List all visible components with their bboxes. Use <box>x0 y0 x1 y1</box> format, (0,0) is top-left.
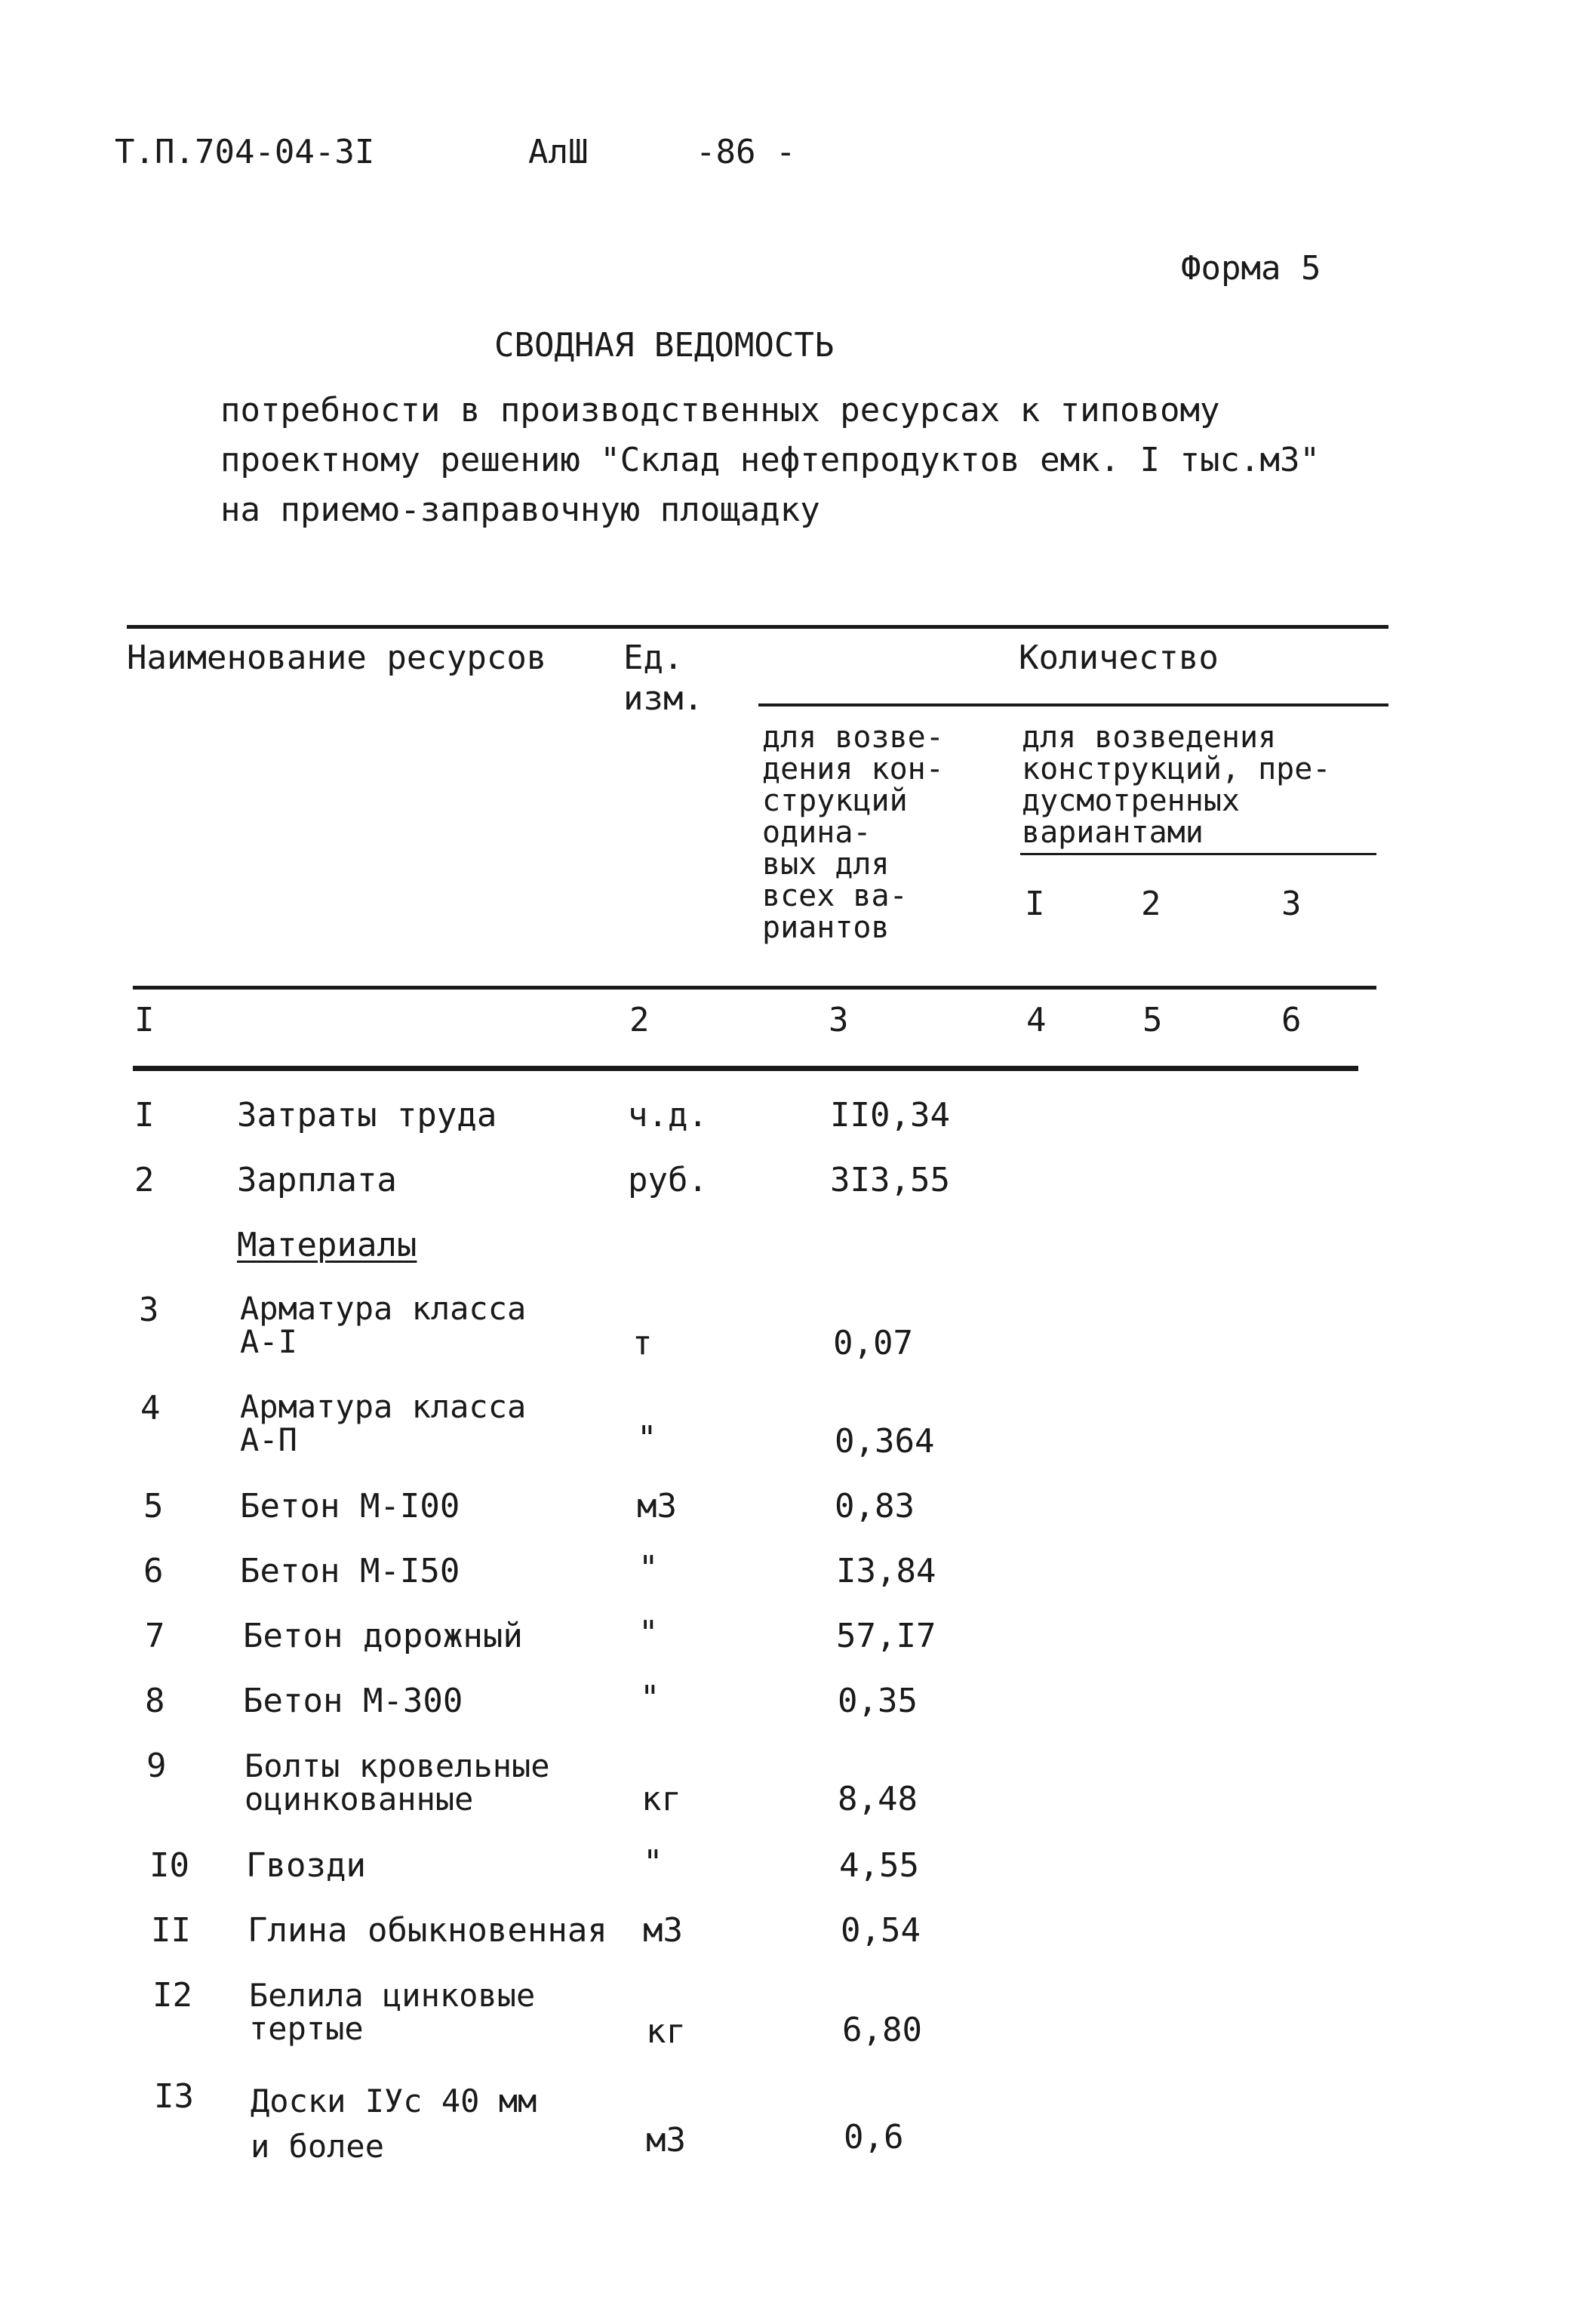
resource-name: Болты кровельные оцинкованные <box>244 1747 550 1818</box>
unit: " <box>638 1614 659 1652</box>
unit: ч.д. <box>628 1096 708 1134</box>
quantity: 0,6 <box>844 2118 904 2156</box>
quantity: 0,364 <box>835 1422 935 1461</box>
resource-name: Арматура класса А-I <box>240 1290 527 1360</box>
header-bottom-rule <box>133 986 1376 990</box>
quantity: I3,84 <box>836 1552 936 1590</box>
resource-name: Бетон М-I50 <box>240 1552 460 1590</box>
column-header-unit-2: изм. <box>623 679 703 718</box>
column-number-1: I <box>134 1001 155 1039</box>
quantity: 4,55 <box>839 1846 919 1885</box>
resource-name: Глина обыкновенная <box>248 1911 607 1950</box>
row-number: II <box>151 1911 191 1950</box>
row-number: 8 <box>145 1682 165 1720</box>
row-number: 6 <box>143 1552 164 1590</box>
row-number: 5 <box>143 1487 164 1525</box>
title-line-2: проектному решению "Склад нефтепродуктов емк. I тыс.м3" <box>220 441 1320 479</box>
title-line-1: потребности в производственных ресурсах к типовому <box>220 391 1220 429</box>
unit: м3 <box>637 1487 677 1525</box>
column-number-5: 5 <box>1142 1001 1163 1039</box>
page-number: -86 - <box>696 133 796 171</box>
row-number: I0 <box>149 1846 189 1885</box>
row-number: 2 <box>134 1161 155 1199</box>
column-header-variants: для возведения конструкций, пре- дусмотренных вариантами <box>1022 720 1331 850</box>
document-code: Т.П.704-04-3I <box>115 133 375 171</box>
row-number: 9 <box>146 1747 167 1785</box>
variant-number-3: 3 <box>1281 885 1302 923</box>
column-header-name: Наименование ресурсов <box>127 639 547 677</box>
document-title: СВОДНАЯ ВЕДОМОСТЬ <box>494 326 835 365</box>
quantity: 6,80 <box>842 2011 922 2049</box>
quantity: 3I3,55 <box>830 1161 950 1199</box>
row-number: I <box>134 1096 155 1134</box>
variants-rule <box>1020 853 1376 855</box>
resource-name: Бетон М-300 <box>243 1682 463 1720</box>
column-number-3: 3 <box>829 1001 849 1039</box>
quantity: 0,07 <box>833 1324 913 1362</box>
quantity: 0,54 <box>841 1911 921 1950</box>
unit: руб. <box>628 1161 708 1199</box>
quantity: 8,48 <box>838 1780 918 1818</box>
column-header-unit-1: Ед. <box>623 639 684 677</box>
column-header-quantity: Количество <box>1019 639 1219 677</box>
unit: м3 <box>646 2121 686 2159</box>
resource-name: Бетон М-I00 <box>240 1487 460 1525</box>
resource-name: Гвозди <box>246 1846 366 1885</box>
unit: " <box>640 1679 660 1717</box>
column-header-common: для возве- дения кон- струкций одина- вых для всех ва- риантов <box>762 720 944 945</box>
row-number: I3 <box>154 2077 194 2116</box>
resource-name: Зарплата <box>237 1161 397 1199</box>
variant-number-1: I <box>1025 885 1045 923</box>
unit: м3 <box>643 1911 683 1950</box>
unit: т <box>632 1324 653 1362</box>
unit: " <box>637 1419 657 1458</box>
resource-name: Бетон дорожный <box>243 1617 523 1655</box>
column-number-4: 4 <box>1026 1001 1047 1039</box>
form-label: Форма 5 <box>1181 249 1321 288</box>
resource-name: Белила цинковые тертые <box>249 1977 536 2047</box>
unit: кг <box>646 2012 686 2051</box>
quantity: 57,I7 <box>836 1617 936 1655</box>
section-materials: Материалы <box>237 1226 417 1264</box>
quantity: 0,83 <box>835 1487 915 1525</box>
variant-number-2: 2 <box>1141 885 1161 923</box>
quantity: 0,35 <box>838 1682 918 1720</box>
unit: " <box>643 1843 663 1882</box>
column-number-6: 6 <box>1281 1001 1302 1039</box>
resource-name: Арматура класса А-П <box>240 1388 527 1458</box>
resource-name: Затраты труда <box>237 1096 497 1134</box>
table-top-rule <box>127 625 1388 629</box>
title-line-3: на приемо-заправочную площадку <box>220 491 820 529</box>
row-number: 7 <box>145 1617 165 1655</box>
numbers-bottom-rule <box>133 1066 1358 1071</box>
resource-name: Доски IУс 40 мм и более <box>251 2083 537 2165</box>
quantity-rule <box>758 703 1388 706</box>
unit: кг <box>641 1780 681 1818</box>
quantity: II0,34 <box>830 1096 950 1134</box>
column-number-2: 2 <box>629 1001 650 1039</box>
row-number: I2 <box>152 1976 192 2015</box>
album-number: АлШ <box>528 133 589 171</box>
unit: " <box>638 1549 659 1587</box>
row-number: 3 <box>139 1291 159 1329</box>
row-number: 4 <box>140 1389 161 1427</box>
